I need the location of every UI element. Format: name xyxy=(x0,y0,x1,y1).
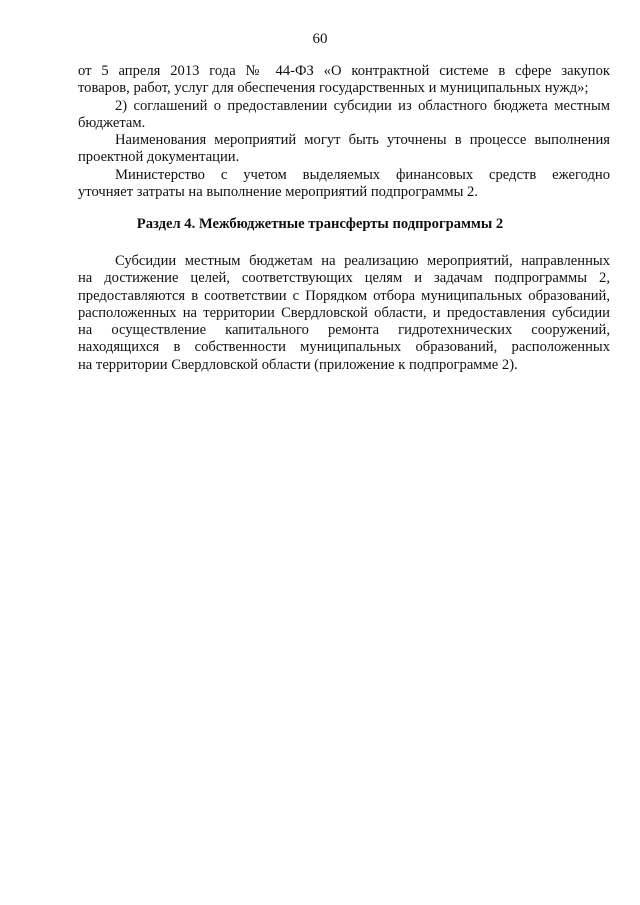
section-heading: Раздел 4. Межбюджетные трансферты подпрограммы 2 xyxy=(136,216,504,232)
text-line: товаров, работ, услуг для обеспечения государственных и муниципальных нужд»; xyxy=(78,80,589,97)
text-line: от 5 апреля 2013 года № 44-ФЗ «О контрактной системе в сфере закупок xyxy=(78,63,610,79)
paragraph xyxy=(78,167,610,202)
paragraph xyxy=(78,63,610,98)
body-text-section-2 xyxy=(78,253,610,374)
text-line: Субсидии местным бюджетам на реализацию мероприятий, направленных xyxy=(115,253,610,269)
text-line: уточняет затраты на выполнение мероприятий подпрограммы 2. xyxy=(78,184,479,201)
text-line: на территории Свердловской области (приложение к подпрограмме 2). xyxy=(78,356,518,373)
paragraph xyxy=(78,253,610,374)
paragraph xyxy=(78,132,610,167)
text-line: Министерство с учетом выделяемых финансовых средств ежегодно xyxy=(115,166,610,183)
text-line: 2) соглашений о предоставлении субсидии из областного бюджета местным xyxy=(115,97,610,114)
text-line: бюджетам. xyxy=(78,114,146,131)
text-line: расположенных на территории Свердловской области, и предоставления субсидии xyxy=(78,304,610,321)
text-line: предоставляются в соответствии с Порядком отбора муниципальных образований, xyxy=(78,287,610,304)
text-line: на осуществление капитального ремонта гидротехнических сооружений, xyxy=(78,322,610,339)
text-line: находящихся в собственности муниципальных образований, расположенных xyxy=(78,339,610,356)
text-line: на достижение целей, соответствующих целям и задачам подпрограммы 2, xyxy=(78,270,610,287)
text-line: Наименования мероприятий могут быть уточнены в процессе выполнения xyxy=(115,132,610,149)
text-line: проектной документации. xyxy=(78,149,240,166)
paragraph xyxy=(78,98,610,133)
page-number: 60 xyxy=(312,31,328,47)
body-text-section-1 xyxy=(78,63,610,201)
